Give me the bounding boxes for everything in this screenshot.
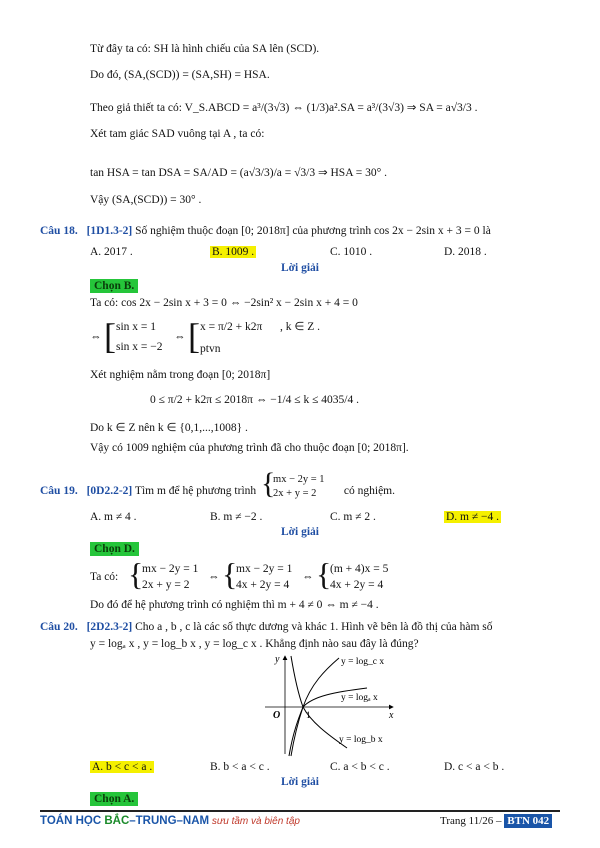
q20-answer-badge: Chọn A.: [90, 792, 138, 806]
q19-option-b: B. m ≠ −2 .: [210, 511, 263, 523]
question-text: Cho a , b , c là các số thực dương và khác 1. Hình vẽ bên là đồ thị của hàm số: [135, 621, 493, 633]
footer-divider: [40, 810, 560, 812]
question-number: Câu 19.: [40, 485, 78, 497]
q18-step-3: Xét nghiệm nằm trong đoạn [0; 2018π]: [90, 369, 271, 381]
prev-line-2: Do đó, (SA,(SCD)) = (SA,SH) = HSA.: [90, 69, 270, 81]
question-code: [2D2.3-2]: [86, 621, 133, 633]
y-axis-label: y: [275, 654, 280, 665]
q20-heading: [40, 620, 493, 634]
q18-heading: [40, 224, 491, 238]
q19-option-a: A. m ≠ 4 .: [90, 511, 137, 523]
question-text: Tìm m để hệ phương trình: [134, 485, 257, 497]
q19-step-2: Do đó để hệ phương trình có nghiệm thì m + 4 ≠ 0 ⇔ m ≠ −4 .: [90, 599, 379, 611]
q19-option-d: [444, 510, 501, 524]
correct-answer-highlight: A. b < c < a .: [92, 761, 153, 773]
q19-solution-title: Lời giải: [281, 526, 319, 538]
q18-option-a: A. 2017 .: [90, 246, 133, 258]
log-graph: [255, 652, 405, 757]
q19-answer-badge: Chọn D.: [90, 542, 139, 556]
prev-line-6: Vậy (SA,(SCD)) = 30° .: [90, 194, 202, 206]
question-code: [1D1.3-2]: [86, 225, 133, 237]
prev-line-5: tan HSA = tan DSA = SA/AD = (a√3/3)/a = √3/3 ⇒ HSA = 30° .: [90, 167, 387, 179]
q18-step-6: Vậy có 1009 nghiệm của phương trình đã cho thuộc đoạn [0; 2018π].: [90, 442, 409, 454]
question-number: Câu 20.: [40, 621, 78, 633]
q20-option-a: [90, 760, 154, 774]
q18-solution-title: Lời giải: [281, 262, 319, 274]
q20-option-d: D. c < a < b .: [444, 761, 505, 773]
prev-line-1: Từ đây ta có: SH là hình chiếu của SA lên (SCD).: [90, 43, 320, 55]
q18-step-1: Ta có: cos 2x − 2sin x + 3 = 0 ⇔ −2sin² x − 2sin x + 4 = 0: [90, 297, 358, 309]
origin-label: O: [273, 710, 281, 721]
question-number: Câu 18.: [40, 225, 78, 237]
label-log-b: y = log_b x: [339, 735, 383, 745]
footer-page-info: Trang 11/26 – BTN 042: [440, 815, 552, 827]
correct-answer-highlight: D. m ≠ −4 .: [446, 511, 500, 523]
x-axis-label: x: [389, 710, 394, 721]
prev-line-4: Xét tam giác SAD vuông tại A , ta có:: [90, 128, 265, 140]
label-log-a: y = logₐ x: [341, 693, 378, 703]
q20-text-2: y = logₐ x , y = log_b x , y = log_c x . Khẳng định nào sau đây là đúng?: [90, 638, 419, 650]
prev-line-3: Theo giả thiết ta có: V_S.ABCD = a³/(3√3) ⇔ (1/3)a².SA = a³/(3√3) ⇒ SA = a√3/3 .: [90, 102, 478, 114]
footer-code-badge: BTN 042: [504, 814, 552, 828]
q20-solution-title: Lời giải: [281, 776, 319, 788]
footer-brand: TOÁN HỌC BẮC–TRUNG–NAM sưu tầm và biên tập: [40, 815, 300, 827]
q18-answer-badge: Chọn B.: [90, 279, 138, 293]
q19-heading: Câu 19. [0D2.2-2] Tìm m để hệ phương trình { mx − 2y = 1 2x + y = 2 có nghiệm.: [40, 467, 396, 500]
tick-label-one: 1: [306, 710, 311, 720]
q18-option-d: D. 2018 .: [444, 246, 487, 258]
q18-step-5: Do k ∈ Z nên k ∈ {0,1,...,1008} .: [90, 422, 248, 434]
label-log-c: y = log_c x: [341, 657, 385, 667]
q18-step-4: 0 ≤ π/2 + k2π ≤ 2018π ⇔ −1/4 ≤ k ≤ 4035/4 .: [150, 394, 359, 406]
q19-option-c: C. m ≠ 2 .: [330, 511, 376, 523]
question-code: [0D2.2-2]: [86, 485, 133, 497]
question-text: Số nghiệm thuộc đoạn [0; 2018π] của phương trình cos 2x − 2sin x + 3 = 0 là: [135, 225, 491, 237]
q18-option-c: C. 1010 .: [330, 246, 373, 258]
q20-option-b: B. b < a < c .: [210, 761, 270, 773]
q18-option-b: [210, 245, 256, 259]
correct-answer-highlight: B. 1009 .: [212, 246, 255, 258]
q20-option-c: C. a < b < c .: [330, 761, 390, 773]
